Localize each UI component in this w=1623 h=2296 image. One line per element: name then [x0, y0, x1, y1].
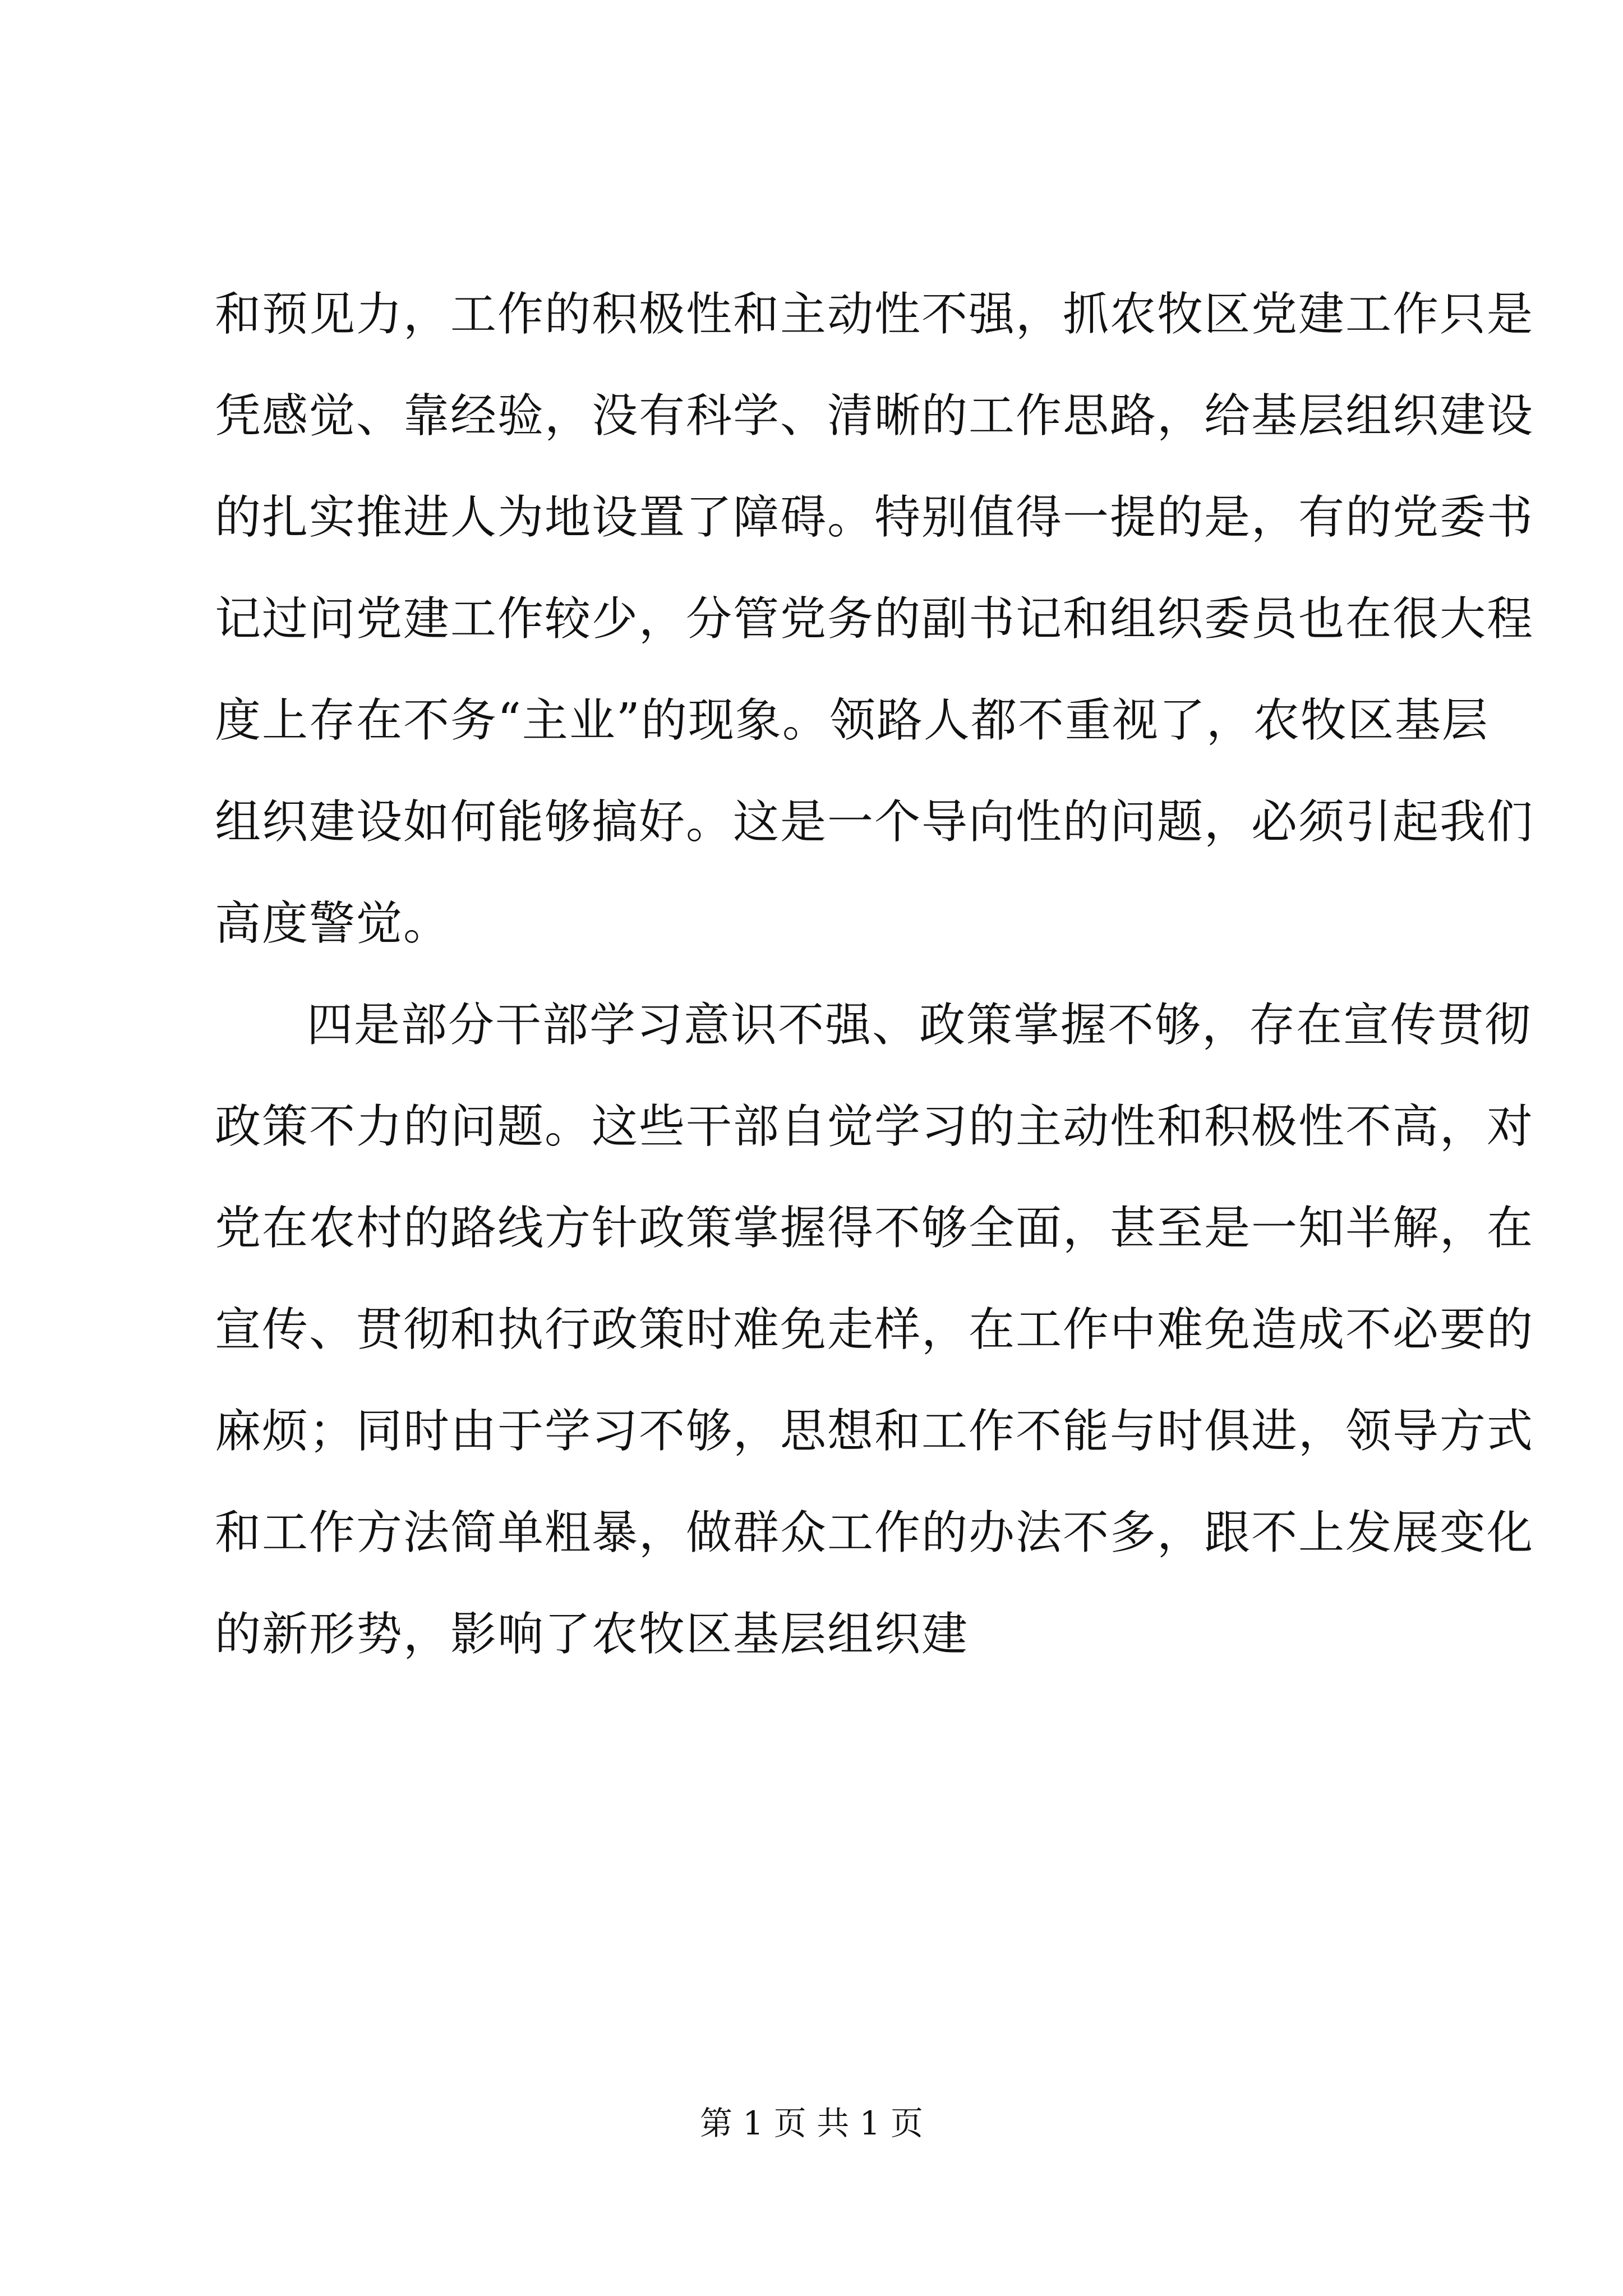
- text-line: 记过问党建工作较少，分管党务的副书记和组织委员也在很大程: [215, 592, 1534, 646]
- text-line: 四是部分干部学习意识不强、政策掌握不够，存在宣传贯彻: [307, 999, 1532, 1052]
- text-line: 党在农村的路线方针政策掌握得不够全面，甚至是一知半解，在: [215, 1202, 1534, 1255]
- paragraph-2: [215, 974, 1534, 1685]
- text-line: 组织建设如何能够搞好。这是一个导向性的问题，必须引起我们: [215, 795, 1534, 849]
- text-line: 的扎实推进人为地设置了障碍。特别值得一提的是，有的党委书: [215, 491, 1534, 544]
- text-line: 和预见力，工作的积极性和主动性不强，抓农牧区党建工作只是: [215, 288, 1534, 341]
- text-line: 凭感觉、靠经验，没有科学、清晰的工作思路，给基层组织建设: [215, 389, 1534, 443]
- text-line: 和工作方法简单粗暴，做群众工作的办法不多，跟不上发展变化: [215, 1506, 1534, 1559]
- text-line: 麻烦；同时由于学习不够，思想和工作不能与时俱进，领导方式: [215, 1405, 1534, 1458]
- page-number-footer: 第 1 页 共 1 页: [700, 2104, 923, 2142]
- document-body: [215, 264, 1534, 1685]
- text-line: 的新形势，影响了农牧区基层组织建: [215, 1608, 969, 1661]
- text-line: 政策不力的问题。这些干部自觉学习的主动性和积极性不高，对: [215, 1100, 1534, 1153]
- paragraph-1: [215, 264, 1534, 974]
- text-line: 高度警觉。: [215, 897, 451, 950]
- text-line: 宣传、贯彻和执行政策时难免走样，在工作中难免造成不必要的: [215, 1303, 1534, 1356]
- text-line: 度上存在不务“主业”的现象。领路人都不重视了，农牧区基层: [215, 694, 1489, 747]
